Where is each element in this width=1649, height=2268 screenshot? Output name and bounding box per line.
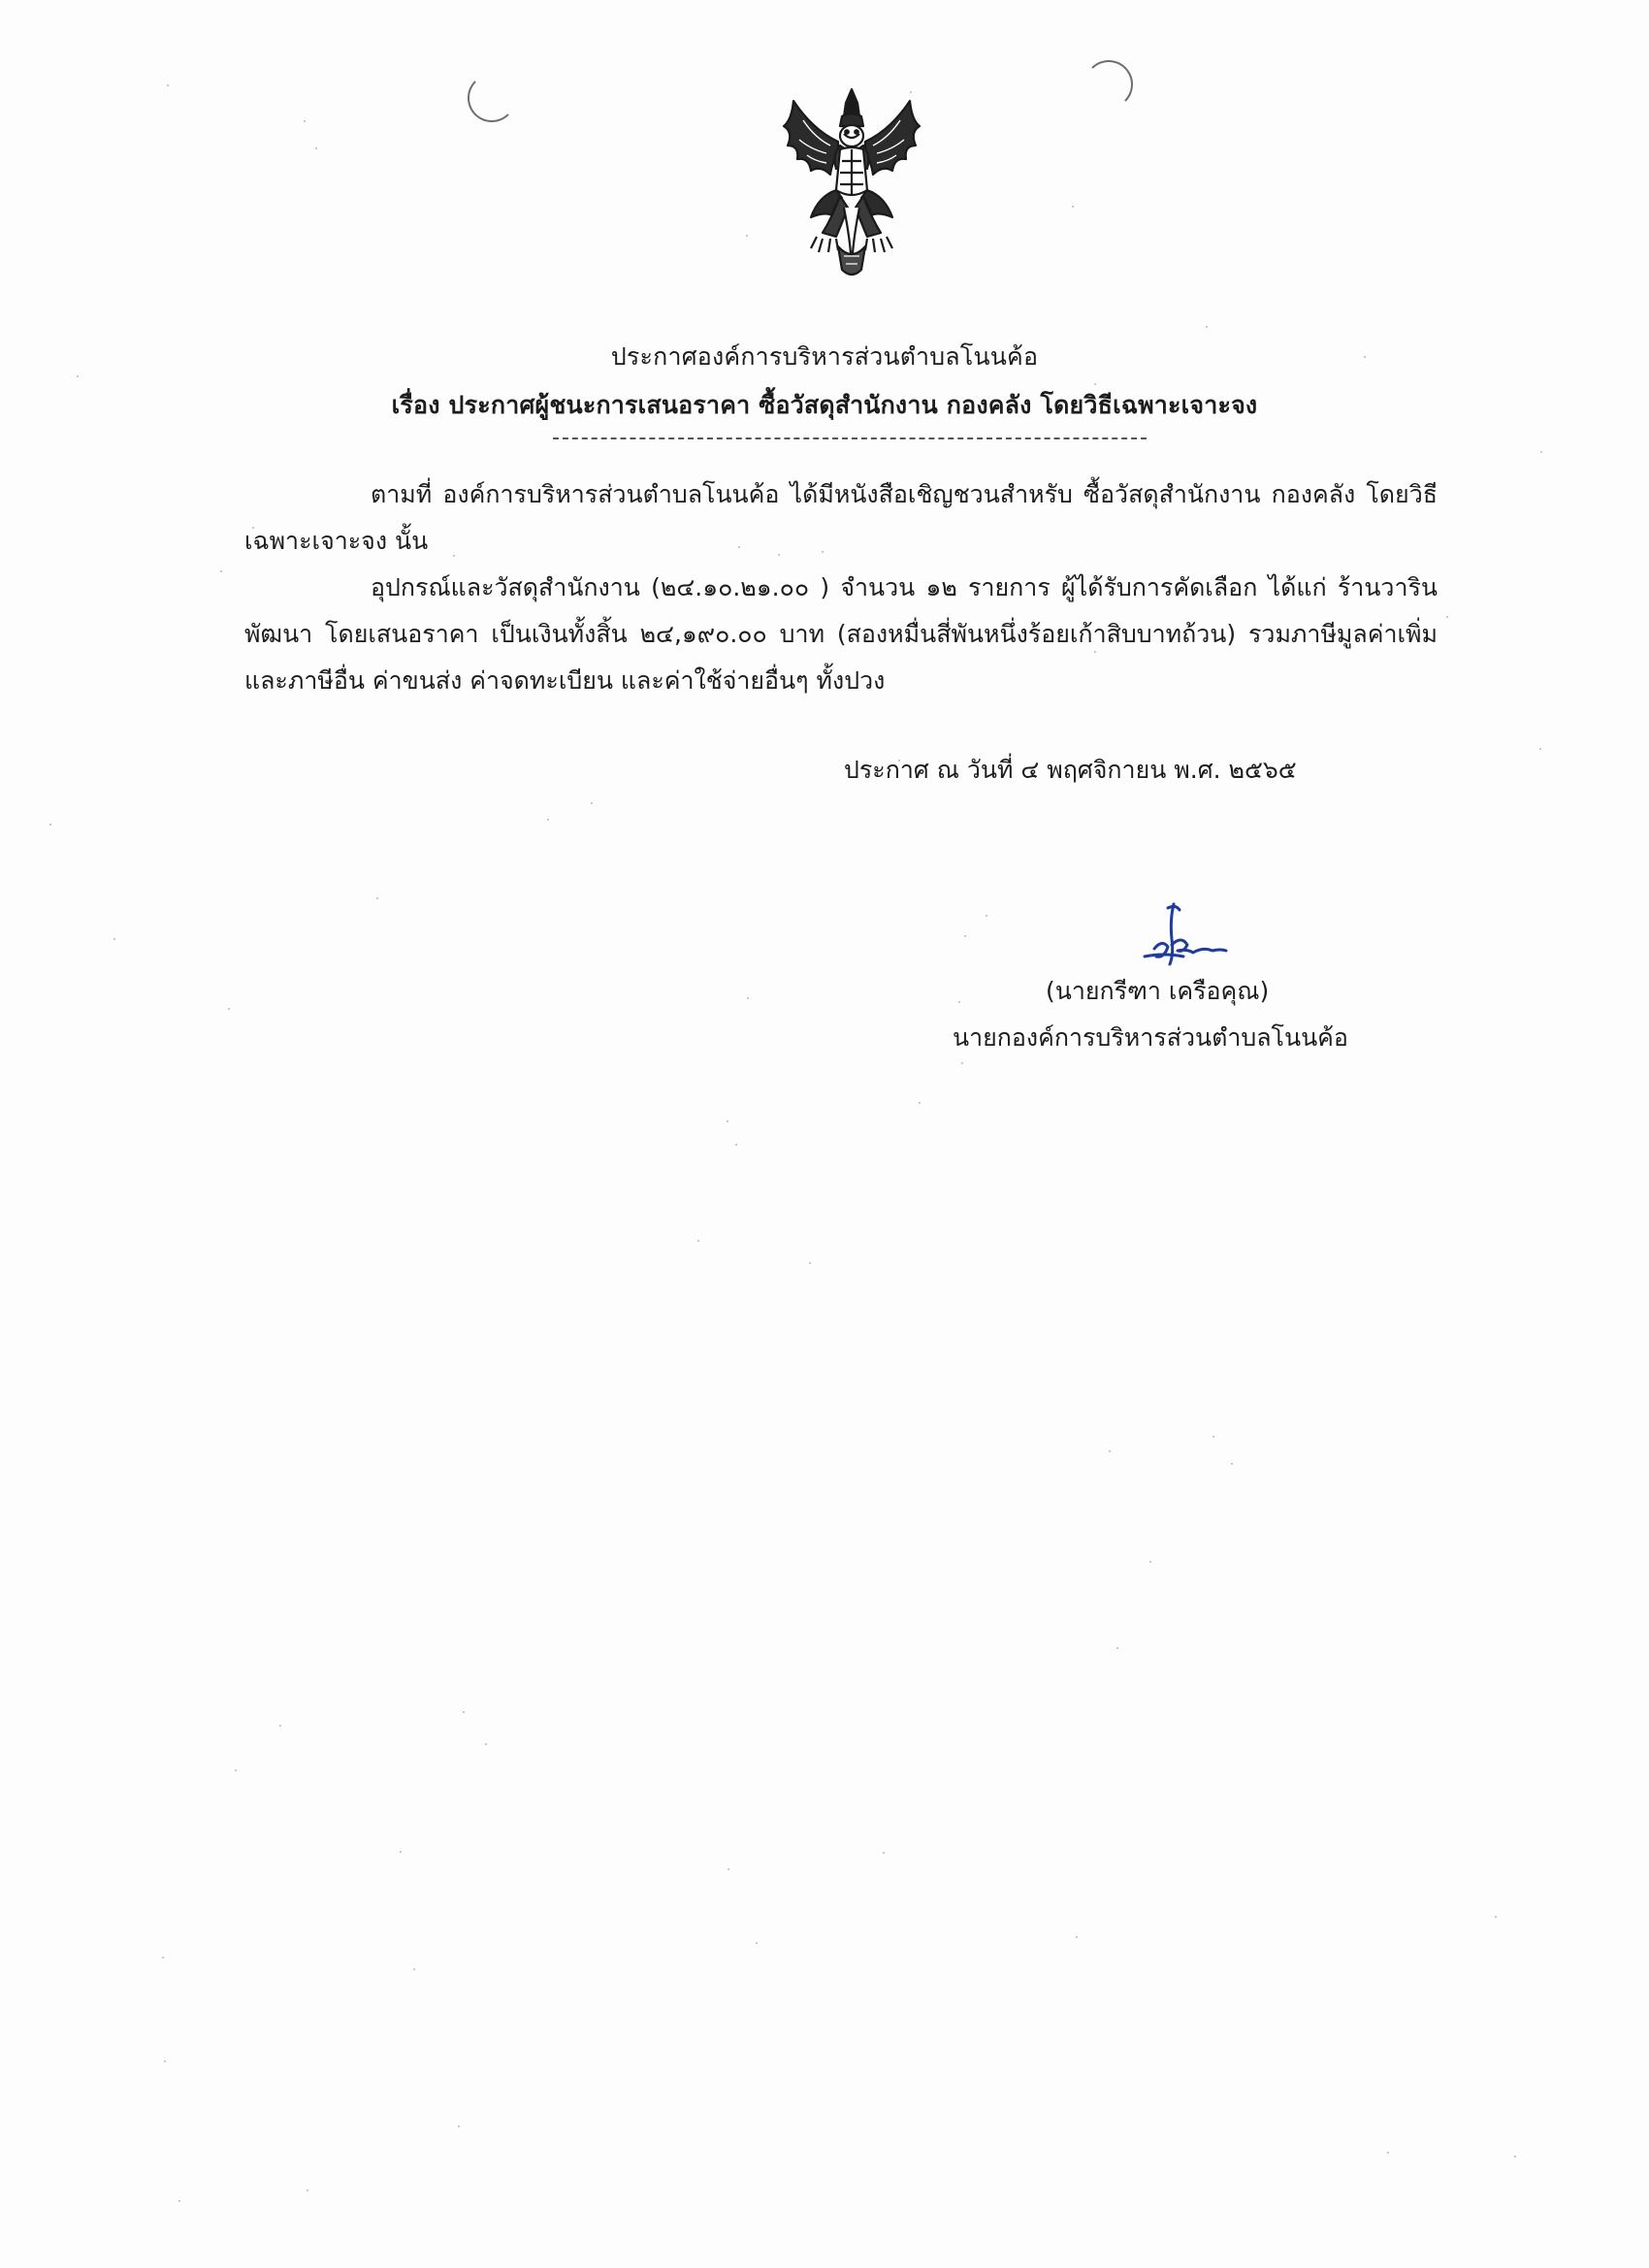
scan-speck [113,938,115,940]
scan-speck [315,147,317,149]
scan-speck [167,84,169,86]
scan-speck [1231,1463,1233,1465]
scan-speck [228,1008,230,1010]
scan-speck [746,235,748,237]
scan-speck [1212,1436,1214,1438]
scan-speck [220,570,222,572]
scan-speck [458,2125,460,2127]
scan-speck [279,1725,281,1727]
punch-hole-left [468,74,516,122]
signer-name: (นายกรีฑา เครือคุณ) [1046,977,1270,1005]
punch-hole-right [1084,60,1133,109]
announcement-subject: เรื่อง ประกาศผู้ชนะการเสนอราคา ซื้อวัสดุสำนักงาน กองคลัง โดยวิธีเฉพาะเจาะจง [391,391,1258,419]
scan-speck [547,819,549,821]
scan-speck [1094,383,1096,385]
scan-speck [1540,451,1542,453]
scan-speck [1495,1916,1497,1918]
scan-speck [883,1852,885,1854]
scan-speck [958,1001,960,1003]
scan-speck [756,1942,758,1944]
body-paragraph-1: ตามที่ องค์การบริหารส่วนตำบลโนนค้อ ได้มีหนังสือเชิญชวนสำหรับ ซื้อวัสดุสำนักงาน กองคลัง โดยวิธีเฉพาะเจาะจง นั้น [244,480,1438,555]
scan-speck [413,1968,415,1970]
scan-speck [1539,748,1541,750]
scan-speck [49,824,51,826]
scan-speck [1109,1450,1111,1452]
scan-speck [591,802,593,804]
scan-speck [961,1062,963,1064]
scan-speck [485,1743,487,1745]
scan-speck [307,2189,308,2191]
scan-speck [164,2060,166,2062]
scan-speck [697,1240,699,1242]
signer-position: นายกองค์การบริหารส่วนตำบลโนนค้อ [953,1023,1348,1052]
scan-speck [735,1144,737,1146]
scan-speck [235,1769,237,1771]
garuda-emblem-icon [755,81,949,281]
announcement-date: ประกาศ ณ วันที่ ๔ พฤศจิกายน พ.ศ. ๒๕๖๕ [844,756,1297,784]
scan-speck [1149,1561,1151,1563]
scan-speck [162,1957,164,1959]
scan-speck [727,1120,728,1122]
scan-speck [1116,1647,1118,1649]
scan-speck [919,1102,921,1104]
scan-speck [1206,326,1208,328]
handwritten-signature [1116,900,1234,974]
scan-speck [1514,2155,1516,2157]
scan-speck [747,997,749,999]
scan-speck [463,1711,465,1713]
scan-speck [178,2200,180,2202]
scan-speck [1072,206,1074,208]
scan-speck [986,915,987,917]
scan-speck [304,120,306,122]
scan-speck [1387,2152,1389,2154]
divider [553,437,1147,439]
body-paragraph-2: อุปกรณ์และวัสดุสำนักงาน (๒๔.๑๐.๒๑.๐๐ ) จำนวน ๑๒ รายการ ผู้ได้รับการคัดเลือก ได้แก่ ร้านวาริน พัฒนา โดยเสนอราคา เป็นเงินทั้งสิ้น ๒๔,๑๙๐.๐๐ บาท (สองหมื่นสี่พันหนึ่งร้อยเก้าสิบบาทถ้วน) รวมภาษีมูลค่าเพิ่ม และภาษีอื่น ค่าขนส่ง ค่าจดทะเบียน และค่าใช้จ่ายอื่นๆ ทั้งปวง [244,573,1438,695]
scan-speck [376,897,378,899]
scan-speck [1446,616,1448,618]
scan-speck [728,1868,729,1870]
scan-speck [964,935,966,937]
scan-speck [809,1262,811,1264]
scan-speck [400,1851,402,1853]
announcement-title: ประกาศองค์การบริหารส่วนตำบลโนนค้อ [610,342,1039,371]
scan-speck [1076,1936,1078,1938]
